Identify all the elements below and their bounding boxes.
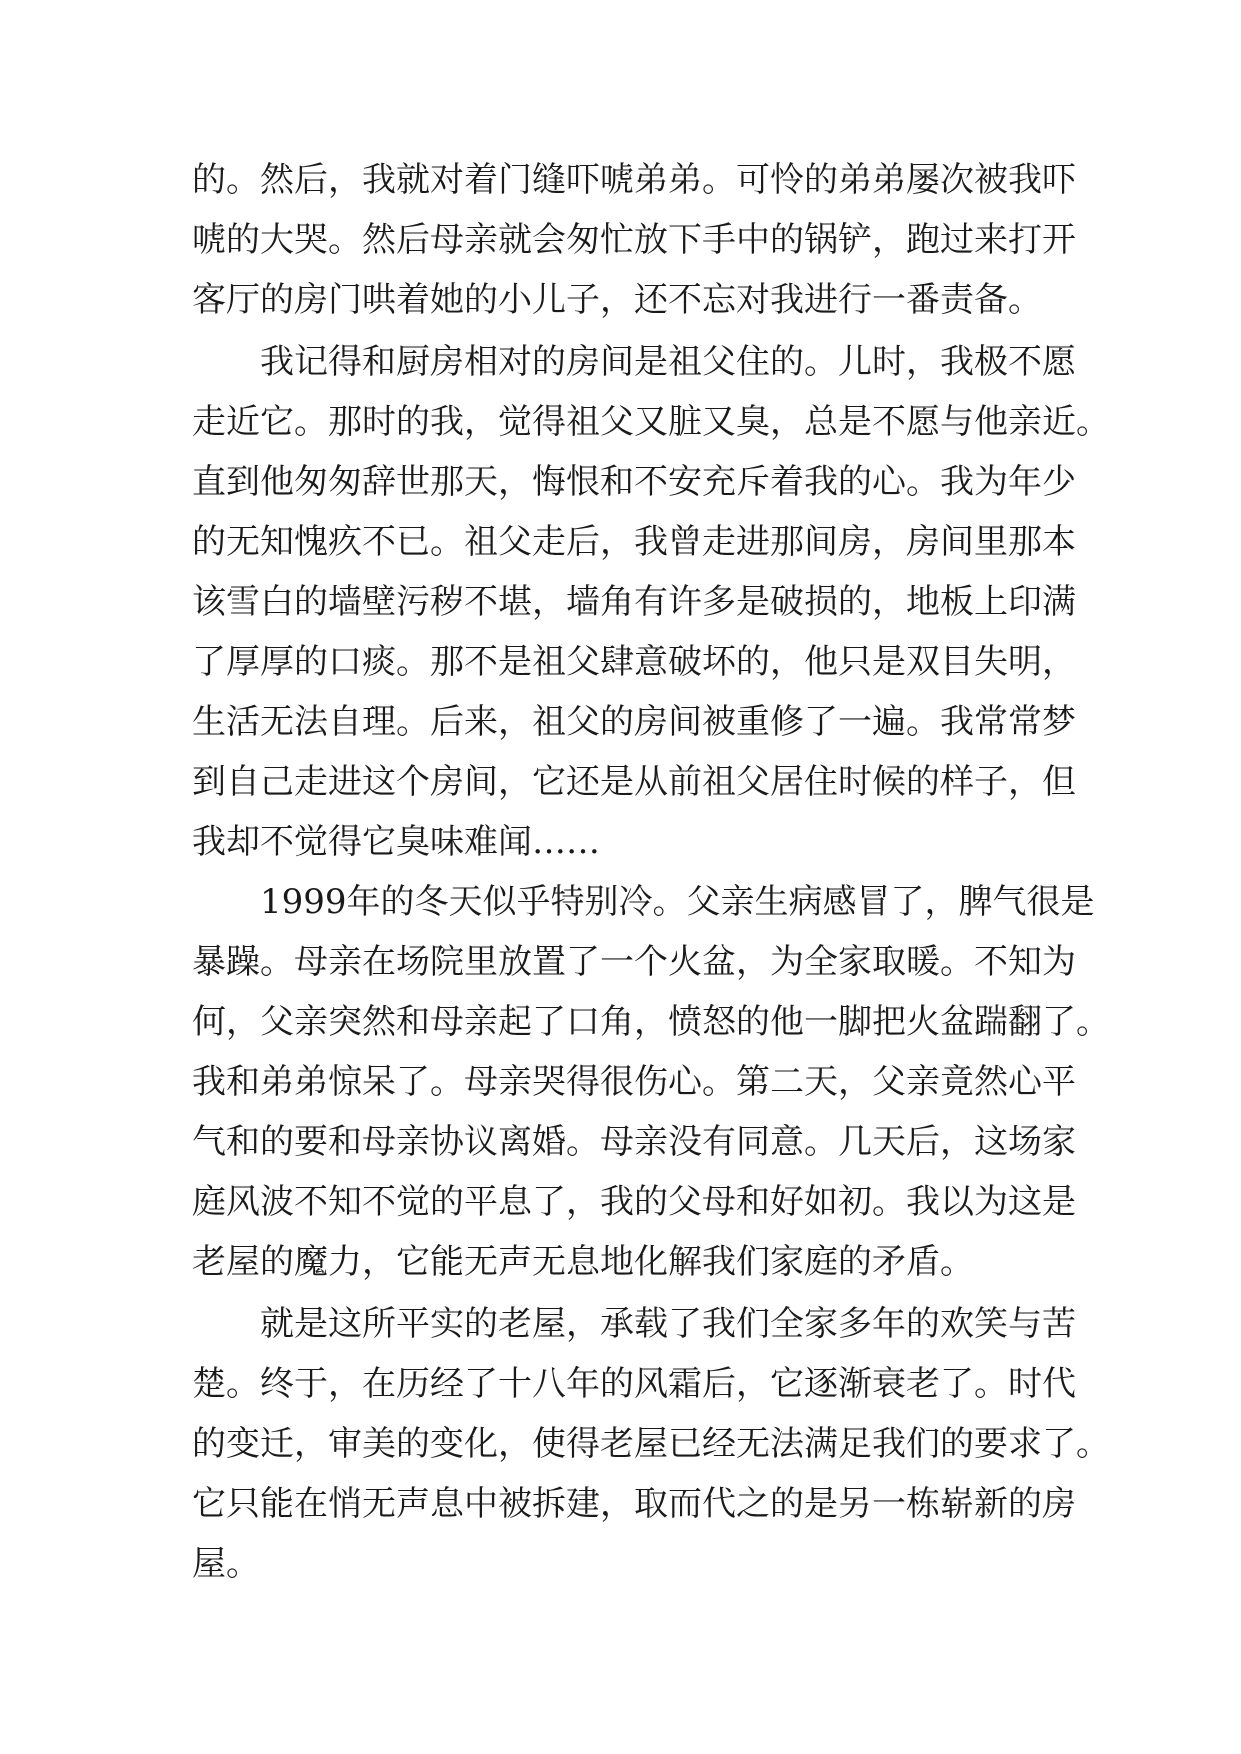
text-line: 了厚厚的口痰。那不是祖父肆意破坏的，他只是双目失明， (192, 642, 1076, 682)
text-line: 的变迁，审美的变化，使得老屋已经无法满足我们的要求了。 (192, 1424, 1110, 1464)
text-line: 生活无法自理。后来，祖父的房间被重修了一遍。我常常梦 (192, 702, 1076, 742)
text-line: 楚。终于，在历经了十八年的风霜后，它逐渐衰老了。时代 (192, 1364, 1076, 1404)
paragraph-start-line: 我记得和厨房相对的房间是祖父住的。儿时，我极不愿 (260, 342, 1076, 382)
text-line: 走近它。那时的我，觉得祖父又脏又臭，总是不愿与他亲近。 (192, 402, 1110, 442)
text-line: 直到他匆匆辞世那天，悔恨和不安充斥着我的心。我为年少 (192, 462, 1076, 502)
text-line: 庭风波不知不觉的平息了，我的父母和好如初。我以为这是 (192, 1182, 1076, 1222)
text-line: 唬的大哭。然后母亲就会匆忙放下手中的锅铲，跑过来打开 (192, 220, 1076, 260)
text-line: 气和的要和母亲协议离婚。母亲没有同意。几天后，这场家 (192, 1122, 1076, 1162)
text-line: 暴躁。母亲在场院里放置了一个火盆，为全家取暖。不知为 (192, 942, 1076, 982)
text-line: 我却不觉得它臭味难闻…… (192, 822, 600, 862)
paragraph-start-line: 就是这所平实的老屋，承载了我们全家多年的欢笑与苦 (260, 1304, 1076, 1344)
text-line: 我和弟弟惊呆了。母亲哭得很伤心。第二天，父亲竟然心平 (192, 1062, 1076, 1102)
text-line: 的无知愧疚不已。祖父走后，我曾走进那间房，房间里那本 (192, 522, 1076, 562)
text-line: 屋。 (192, 1544, 260, 1584)
text-line: 何，父亲突然和母亲起了口角，愤怒的他一脚把火盆踹翻了。 (192, 1002, 1110, 1042)
text-line: 它只能在悄无声息中被拆建，取而代之的是另一栋崭新的房 (192, 1484, 1076, 1524)
text-line: 该雪白的墙壁污秽不堪，墙角有许多是破损的，地板上印满 (192, 582, 1076, 622)
text-line: 客厅的房门哄着她的小儿子，还不忘对我进行一番责备。 (192, 280, 1042, 320)
text-line: 到自己走进这个房间，它还是从前祖父居住时候的样子，但 (192, 762, 1076, 802)
text-line: 老屋的魔力，它能无声无息地化解我们家庭的矛盾。 (192, 1242, 974, 1282)
text-line: 的。然后，我就对着门缝吓唬弟弟。可怜的弟弟屡次被我吓 (192, 160, 1076, 200)
paragraph-start-line: 1999年的冬天似乎特别冷。父亲生病感冒了，脾气很是 (260, 882, 1095, 922)
